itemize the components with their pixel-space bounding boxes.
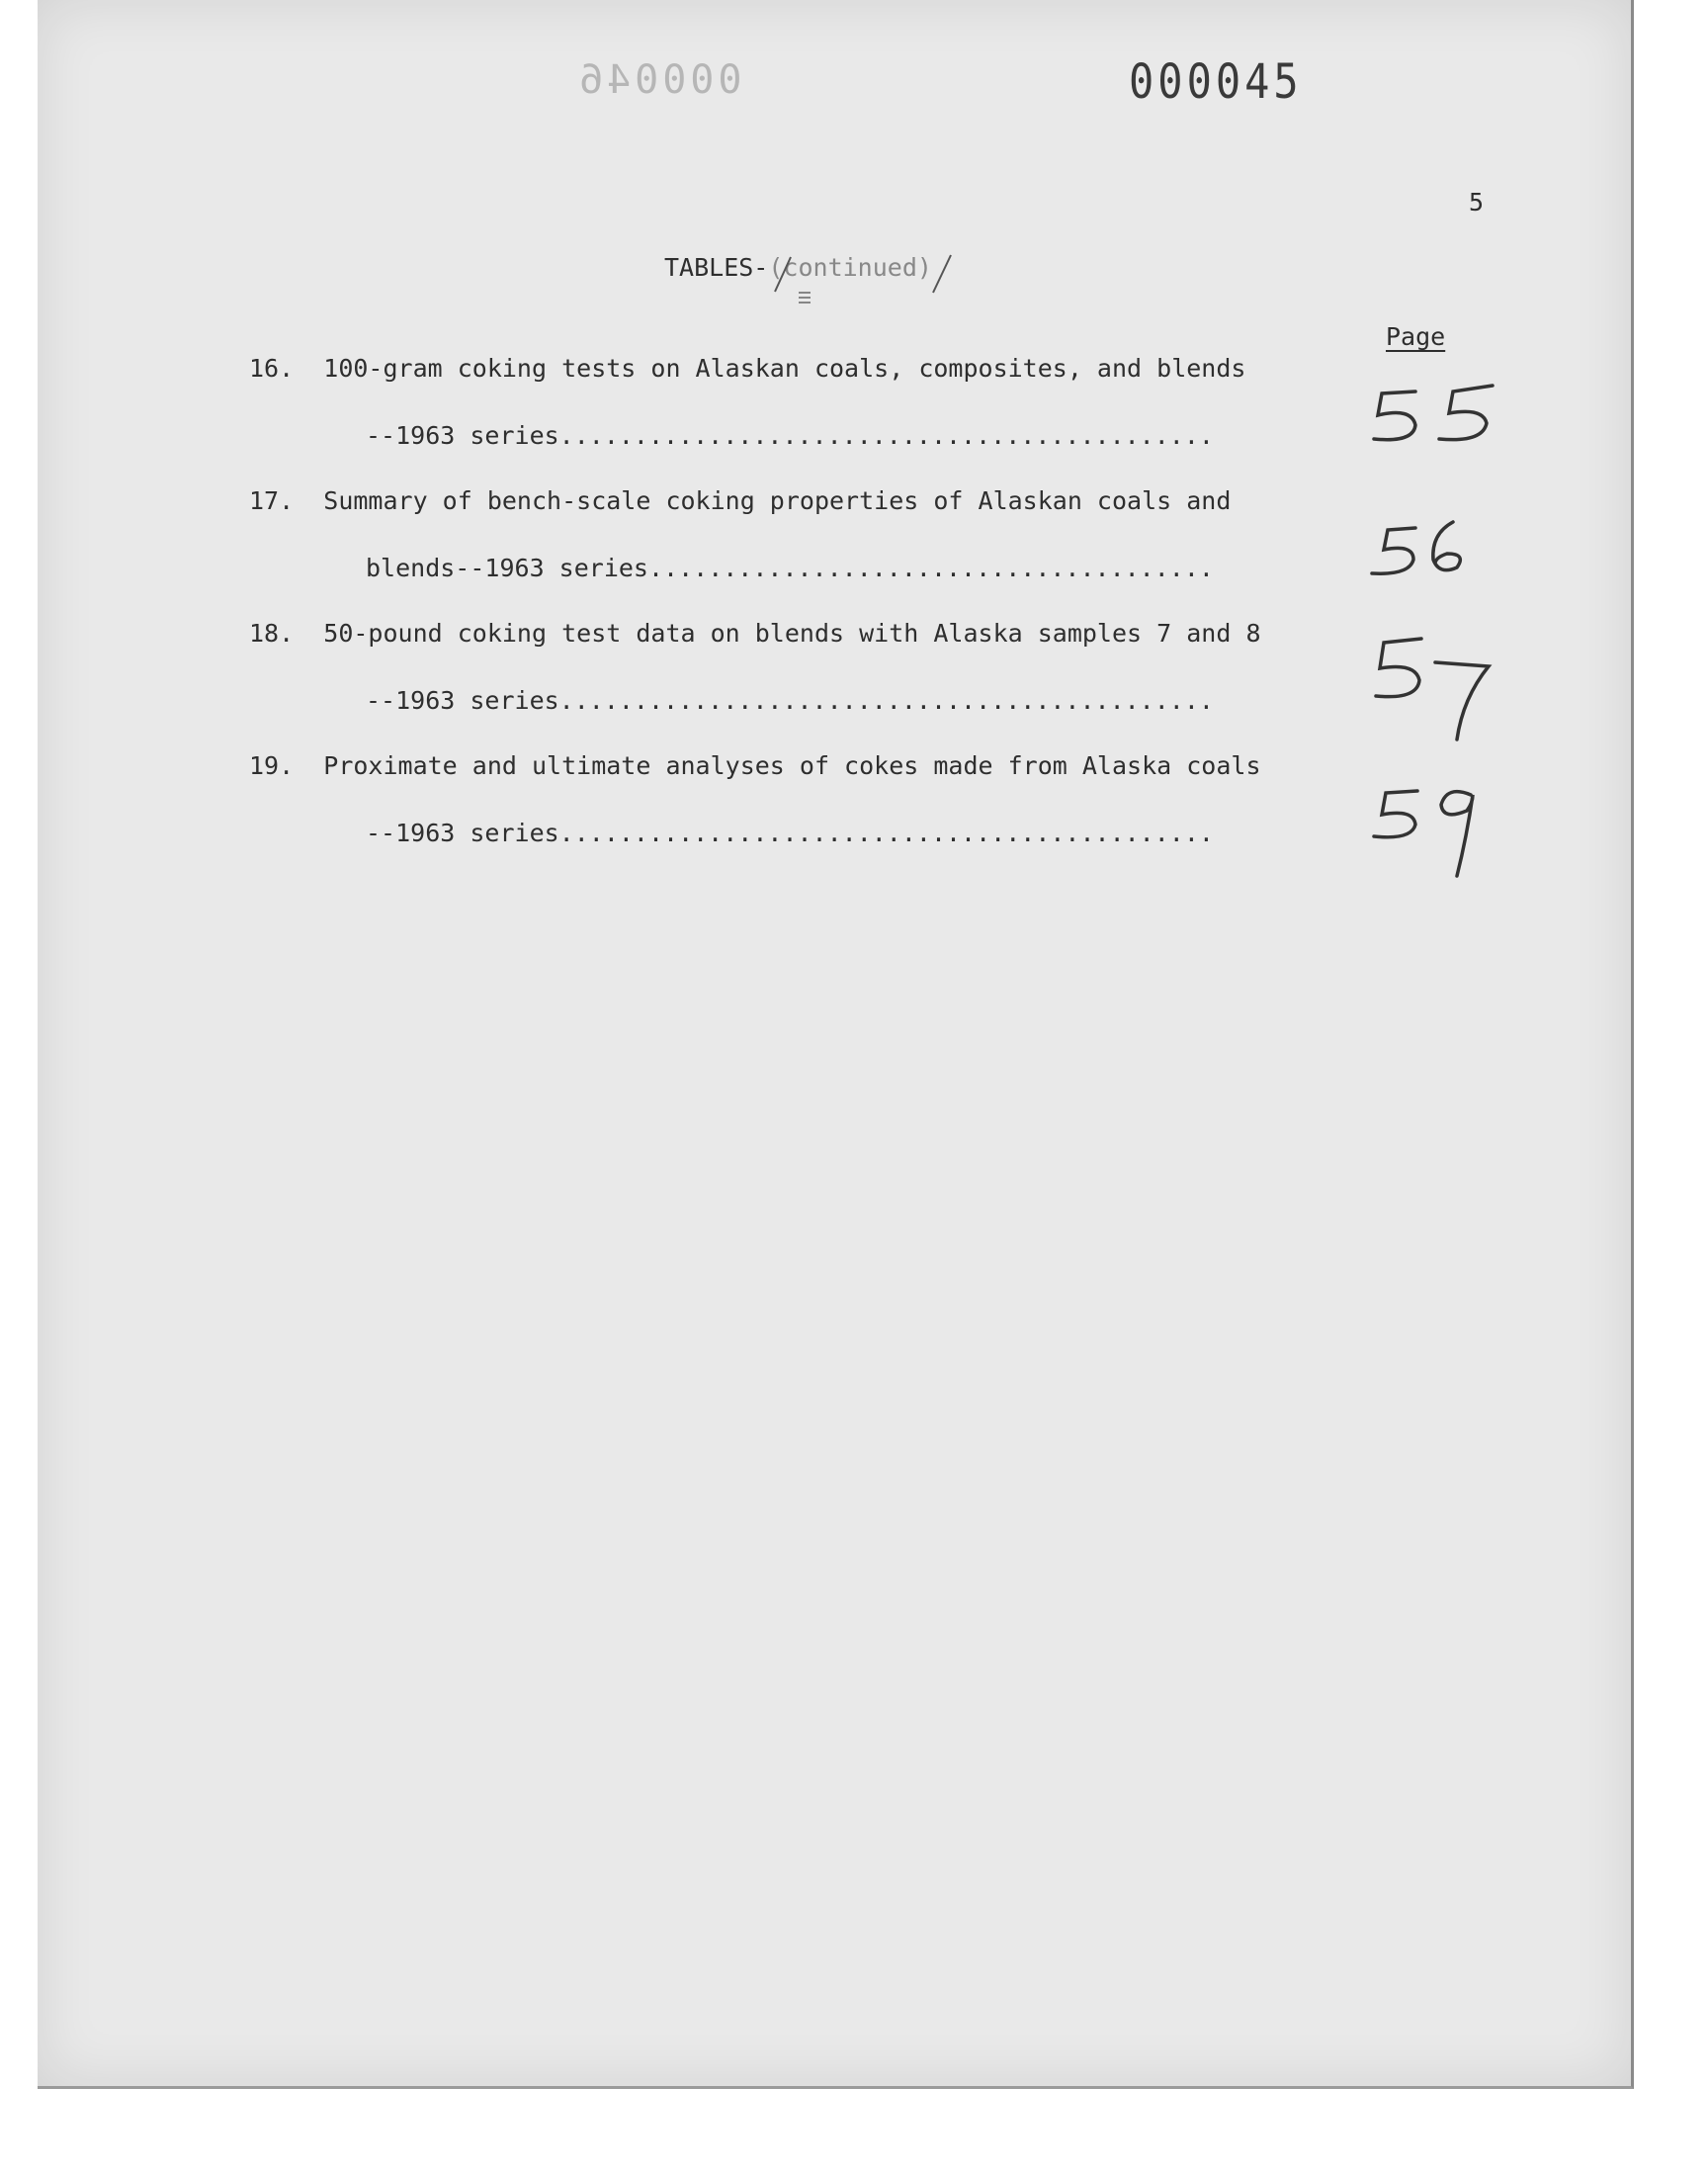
entry-number: 16. (249, 354, 295, 383)
entry-title: 50-pound coking test data on blends with Alaska samples 7 and 8 (323, 619, 1261, 648)
handwritten-page-number (1364, 629, 1522, 747)
page-column-header: Page (1386, 322, 1446, 351)
entry-title: Proximate and ultimate analyses of cokes made from Alaska coals (323, 751, 1261, 780)
page-number: 5 (1469, 188, 1485, 217)
title-main: TABLES- (664, 253, 769, 282)
leader-dots: ............................................ (558, 819, 1214, 847)
list-item-continuation: blends--1963 series...................................... (366, 554, 1214, 582)
entry-title: 100-gram coking tests on Alaskan coals, composites, and blends (323, 354, 1246, 383)
list-item (249, 354, 1245, 383)
entry-number: 19. (249, 751, 295, 780)
bleed-through-stamp: 000046 (575, 57, 742, 103)
list-item-continuation: --1963 series............................................ (366, 819, 1214, 847)
entry-number: 18. (249, 619, 295, 648)
list-item-continuation: --1963 series............................................ (366, 421, 1214, 450)
entry-title: Summary of bench-scale coking properties of Alaskan coals and (323, 486, 1232, 515)
list-item (249, 486, 1231, 515)
leader-dots: ............................................ (558, 421, 1214, 450)
entry-number: 17. (249, 486, 295, 515)
leader-dots: ...................................... (647, 554, 1214, 582)
list-item (249, 619, 1261, 648)
list-item-continuation: --1963 series............................................ (366, 686, 1214, 715)
handwritten-page-number (1364, 374, 1522, 463)
document-stamp-number: 000045 (1129, 53, 1303, 110)
handwritten-strike-marks (664, 237, 981, 316)
list-item (249, 751, 1261, 780)
title-continued: (continued) (768, 253, 932, 282)
leader-dots: ............................................ (558, 686, 1214, 715)
handwritten-page-number (1364, 777, 1522, 886)
handwritten-page-number (1364, 514, 1522, 593)
